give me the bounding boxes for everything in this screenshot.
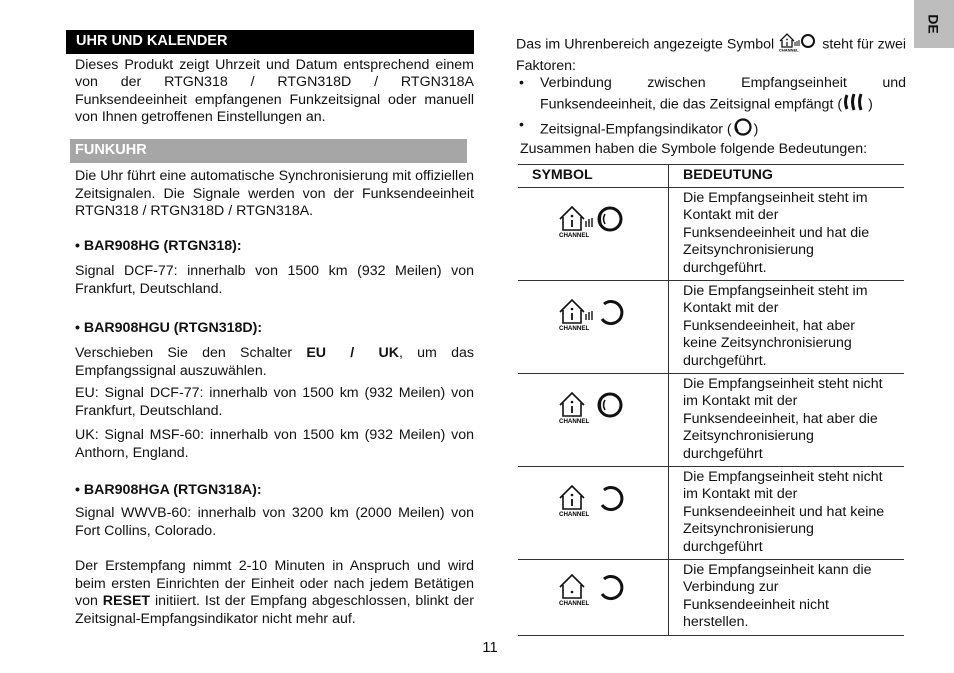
- model2-uk-text: UK: Signal MSF-60: innerhalb von 1500 km (932 Meilen) von Anthorn, England.: [75, 427, 474, 461]
- model2-switch-text: Verschieben Sie den Schalter EU / UK, um das Empfangssignal auszuwählen.: [75, 345, 474, 379]
- table-row: [518, 373, 904, 466]
- symbol-table: [516, 164, 906, 636]
- model3-text: Signal WWVB-60: innerhalb von 3200 km (2000 Meilen) von Fort Collins, Colorado.: [75, 505, 474, 539]
- row-meaning: Die Empfangseinheit steht nicht im Kontakt mit der Funksendeeinheit, hat aber die Zeitsynchronisierung durchgeführt: [669, 373, 905, 466]
- house-clock-icon: [778, 32, 818, 58]
- channel-connected-synced-icon: [518, 188, 668, 238]
- table-row: [518, 466, 904, 559]
- radio-clock-paragraph: Die Uhr führt eine automatische Synchronisierung mit offiziellen Zeitsignalen. Die Signale werden von der Funksendeeinheit RTGN318 / RTGN318D / RTGN318A.: [75, 168, 474, 220]
- model1-heading: • BAR908HG (RTGN318):: [75, 238, 242, 254]
- language-tab: DE: [914, 0, 954, 48]
- channel-disconnected-synced-icon: [518, 374, 668, 424]
- channel-no-connection-icon: [518, 560, 668, 606]
- reset-label: RESET: [102, 593, 151, 610]
- svg-text:CHANNEL: CHANNEL: [559, 599, 590, 606]
- table-row: [518, 559, 904, 635]
- model1-text: Signal DCF-77: innerhalb von 1500 km (932 Meilen) von Frankfurt, Deutschland.: [75, 263, 474, 297]
- intro-paragraph: Dieses Produkt zeigt Uhrzeit und Datum entsprechend einem von der RTGN318 / RTGN318D / RTGN318A Funksendeeinheit empfangenen Funkzeitsignal oder manuell von Ihnen getroffenen Einstellungen an.: [75, 56, 474, 126]
- model2-heading: • BAR908HGU (RTGN318D):: [75, 320, 263, 336]
- first-reception-paragraph: Der Erstempfang nimmt 2-10 Minuten in Anspruch und wird beim ersten Einrichten der Einheit oder nach jedem Betätigen von RESET initiiert. Ist der Empfang abgeschlossen, blinkt der Zeitsignal-Empfangsindikator nicht mehr auf.: [75, 558, 474, 627]
- svg-text:CHANNEL: CHANNEL: [559, 510, 590, 517]
- svg-text:CHANNEL: CHANNEL: [559, 231, 590, 238]
- svg-text:CHANNEL: CHANNEL: [779, 47, 799, 52]
- summary-text: Zusammen haben die Symbole folgende Bedeutungen:: [520, 141, 868, 157]
- channel-connected-not-synced-icon: [518, 281, 668, 331]
- signal-bars-icon: [842, 93, 868, 117]
- svg-text:CHANNEL: CHANNEL: [559, 324, 590, 331]
- col-meaning-header: BEDEUTUNG: [669, 165, 905, 188]
- page-number: 11: [482, 639, 498, 656]
- row-meaning: Die Empfangseinheit steht im Kontakt mit der Funksendeeinheit, hat aber keine Zeitsynchronisierung durchgeführt.: [669, 280, 905, 373]
- model3-heading: • BAR908HGA (RTGN318A):: [75, 482, 262, 498]
- table-row: [518, 280, 904, 373]
- funk-section: [70, 139, 467, 163]
- table-row: [518, 187, 904, 280]
- eu-uk-switch-label: EU / UK: [306, 345, 399, 361]
- row-meaning: Die Empfangseinheit steht im Kontakt mit der Funksendeeinheit und hat die Zeitsynchronisierung durchgeführt.: [669, 187, 905, 280]
- row-meaning: Die Empfangseinheit kann die Verbindung zur Funksendeeinheit nicht herstellen.: [669, 559, 905, 635]
- channel-disconnected-not-synced-icon: [518, 467, 668, 517]
- section-heading-radio-clock: FUNKUHR: [70, 139, 467, 163]
- symbol-intro: Das im Uhrenbereich angezeigte Symbol CHANNEL steht für zwei Faktoren:: [516, 32, 906, 75]
- bullet-time-indicator: • Zeitsignal-Empfangsindikator ( ): [516, 117, 906, 143]
- left-column: [66, 30, 474, 127]
- row-meaning: Die Empfangseinheit steht nicht im Kontakt mit der Funksendeeinheit und hat keine Zeitsynchronisierung durchgeführt: [669, 466, 905, 559]
- section-heading-clock: UHR UND KALENDER: [66, 30, 474, 54]
- svg-text:CHANNEL: CHANNEL: [559, 417, 590, 424]
- model2-eu-text: EU: Signal DCF-77: innerhalb von 1500 km (932 Meilen) von Frankfurt, Deutschland.: [75, 385, 474, 419]
- time-signal-icon: [732, 117, 754, 143]
- col-symbol-header: SYMBOL: [518, 165, 669, 188]
- bullet-connection: • Verbindung zwischen Empfangseinheit und Funksendeeinheit, die das Zeitsignal empfängt ( ): [516, 75, 906, 116]
